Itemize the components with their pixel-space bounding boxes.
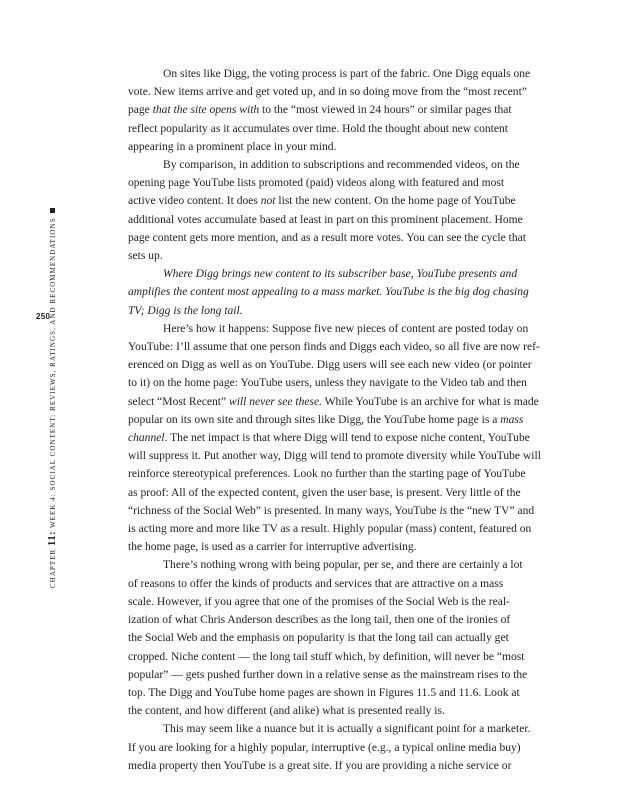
text-line <box>128 629 574 647</box>
text-line <box>128 211 574 229</box>
text-line <box>128 65 574 83</box>
body-text <box>128 65 574 775</box>
italic-run: channel <box>128 432 165 445</box>
text-line <box>128 702 574 720</box>
text-run: the “new TV” and <box>447 504 535 517</box>
text-line <box>128 757 574 775</box>
text-run: as proof: All of the expected content, given the user base, is present. Very little of the <box>128 486 521 499</box>
text-line <box>128 283 574 301</box>
paragraph <box>128 320 574 557</box>
text-run: the home page, is used as a carrier for interruptive advertising. <box>128 541 417 554</box>
text-run: the Social Web and the emphasis on popularity is that the long tail can actually get <box>128 632 509 645</box>
text-line <box>128 338 574 356</box>
text-line <box>128 393 574 411</box>
square-bullet-icon <box>50 208 55 213</box>
text-line <box>128 138 574 156</box>
text-line <box>128 101 574 119</box>
text-line <box>128 374 574 392</box>
running-head-text <box>48 208 58 588</box>
paragraph <box>128 156 574 265</box>
text-line <box>128 156 574 174</box>
text-line <box>128 302 574 320</box>
text-line <box>128 648 574 666</box>
text-run: appearing in a prominent place in your mind. <box>128 140 337 153</box>
text-line <box>128 575 574 593</box>
text-line <box>128 120 574 138</box>
text-run: sets up. <box>128 250 163 263</box>
italic-run: is <box>439 504 448 517</box>
text-run: list the new content. On the home page of YouTube <box>275 195 516 208</box>
text-run: There’s nothing wrong with being popular, per se, and there are certainly a lot <box>163 559 523 572</box>
text-run: the content, and how different (and alike) what is presented really is. <box>128 705 445 718</box>
text-line <box>128 666 574 684</box>
italic-run: not <box>260 195 276 208</box>
text-run: scale. However, if you agree that one of the promises of the Social Web is the real- <box>128 595 510 608</box>
text-run: active video content. It does <box>128 195 261 208</box>
text-line <box>128 739 574 757</box>
paragraph <box>128 720 574 775</box>
text-line <box>128 429 574 447</box>
text-run: ization of what Chris Anderson describes as the long tail, then one of the ironies of <box>128 614 511 627</box>
text-line <box>128 229 574 247</box>
text-run: YouTube: I’ll assume that one person finds and Diggs each video, so all five are now ref- <box>128 341 540 354</box>
italic-run: mass <box>500 413 524 426</box>
text-run: While YouTube is an archive for what is made <box>321 395 539 408</box>
text-run: page content gets more mention, and as a result more votes. You can see the cycle that <box>128 231 526 244</box>
text-line <box>128 174 574 192</box>
text-run: will suppress it. Put another way, Digg will tend to promote diversity while YouTube will <box>128 450 541 463</box>
page-number: 250 <box>36 312 51 321</box>
text-run: If you are looking for a highly popular, interruptive (e.g., a typical online media buy) <box>128 741 521 754</box>
text-line <box>128 447 574 465</box>
text-run: media property then YouTube is a great site. If you are providing a niche service or <box>128 759 512 772</box>
text-run: On sites like Digg, the voting process is part of the fabric. One Digg equals one <box>163 68 531 80</box>
text-run: is acting more and more like TV as a result. Highly popular (mass) content, featured on <box>128 523 532 536</box>
text-run: select “Most Recent” <box>128 395 229 408</box>
paragraph <box>128 265 574 320</box>
text-line <box>128 520 574 538</box>
chapter-word: CHAPTER <box>49 548 57 588</box>
text-run: “richness of the Social Web” is presented. In many ways, YouTube <box>128 504 440 517</box>
text-line <box>128 556 574 574</box>
text-line <box>128 484 574 502</box>
chapter-title: WEEK 4: SOCIAL CONTENT: REVIEWS, RATINGS, AND RECOMMENDATIONS <box>49 217 57 529</box>
text-run: reflect popularity as it accumulates over time. Hold the thought about new content <box>128 122 508 135</box>
text-line <box>128 538 574 556</box>
text-run: Here’s how it happens: Suppose five new pieces of content are posted today on <box>163 322 529 335</box>
text-run: . The net impact is that where Digg will tend to expose niche content, YouTube <box>164 432 530 445</box>
text-run: of reasons to offer the kinds of products and services that are attractive on a mass <box>128 577 504 590</box>
text-line <box>128 502 574 520</box>
text-run: popular on its own site and through sites like Digg, the YouTube home page is a <box>128 413 501 426</box>
text-line <box>128 192 574 210</box>
text-line <box>128 356 574 374</box>
text-run: popular” — gets pushed further down in a relative sense as the mainstream rises to the <box>128 668 528 681</box>
text-line <box>128 320 574 338</box>
italic-run: amplifies the content most appealing to a mass market. YouTube is the big dog chasing <box>128 286 529 299</box>
text-run: to it) on the home page: YouTube users, unless they navigate to the Video tab and then <box>128 377 527 390</box>
italic-run: that the site opens with <box>152 104 260 117</box>
text-line <box>128 265 574 283</box>
text-line <box>128 411 574 429</box>
chapter-number: 11: <box>47 530 58 546</box>
text-run: reinforce stereotypical preferences. Look no further than the starting page of YouTube <box>128 468 526 481</box>
text-line <box>128 593 574 611</box>
text-line <box>128 247 574 265</box>
text-line <box>128 83 574 101</box>
italic-run: will never see these. <box>229 395 322 408</box>
text-line <box>128 720 574 738</box>
text-run: to the “most viewed in 24 hours” or similar pages that <box>259 104 512 117</box>
text-run: additional votes accumulate based at least in part on this prominent placement. Home <box>128 213 523 226</box>
text-run: By comparison, in addition to subscriptions and recommended videos, on the <box>163 159 520 172</box>
text-run: top. The Digg and YouTube home pages are shown in Figures 11.5 and 11.6. Look at <box>128 686 520 699</box>
paragraph <box>128 65 574 156</box>
paragraph <box>128 556 574 720</box>
text-line <box>128 684 574 702</box>
text-run: erenced on Digg as well as on YouTube. Digg users will see each new video (or pointer <box>128 359 532 372</box>
text-line <box>128 465 574 483</box>
text-run: vote. New items arrive and get voted up, and in so doing move from the “most recent” <box>128 86 527 99</box>
italic-run: Where Digg brings new content to its subscriber base, YouTube presents and <box>163 268 518 281</box>
text-run: This may seem like a nuance but it is actually a significant point for a marketer. <box>163 723 531 736</box>
text-line <box>128 611 574 629</box>
text-run: cropped. Niche content — the long tail stuff which, by definition, will never be “most <box>128 650 525 663</box>
text-run: page <box>128 104 153 117</box>
italic-run: TV; Digg is the long tail. <box>128 304 243 317</box>
text-run: opening page YouTube lists promoted (paid) videos along with featured and most <box>128 177 505 190</box>
